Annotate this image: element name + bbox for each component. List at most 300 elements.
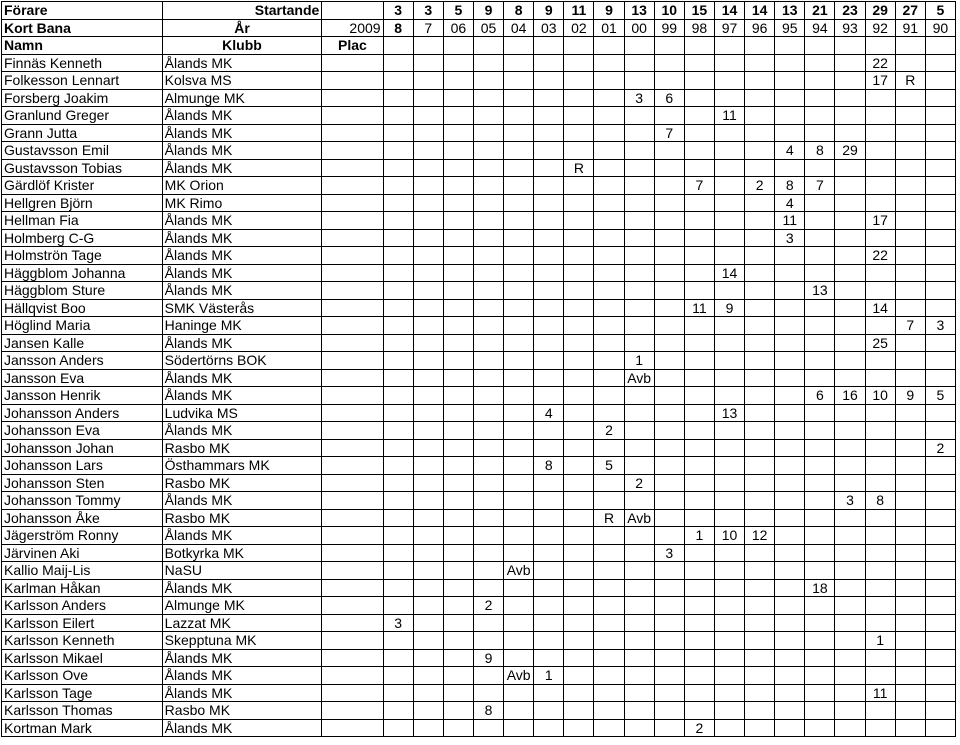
- table-row: [2, 352, 956, 370]
- driver-name: Johansson Johan: [2, 439, 163, 457]
- placement-cell: [654, 492, 684, 510]
- header-empty-cell: [714, 37, 744, 55]
- driver-club: Rasbo MK: [162, 474, 322, 492]
- placement-cell: 11: [714, 107, 744, 125]
- placement-cell: [895, 702, 925, 720]
- header-starters-count: 13: [624, 2, 654, 20]
- placement-cell: [413, 614, 443, 632]
- plac-cell: [322, 124, 383, 142]
- placement-cell: [714, 684, 744, 702]
- placement-cell: [654, 562, 684, 580]
- driver-name: Järvinen Aki: [2, 544, 163, 562]
- placement-cell: [775, 492, 805, 510]
- placement-cell: [504, 317, 534, 335]
- placement-cell: [895, 509, 925, 527]
- placement-cell: [624, 282, 654, 300]
- placement-cell: [775, 527, 805, 545]
- placement-cell: [504, 614, 534, 632]
- placement-cell: [745, 299, 775, 317]
- placement-cell: [594, 247, 624, 265]
- plac-cell: [322, 229, 383, 247]
- table-row: [2, 299, 956, 317]
- placement-cell: [895, 159, 925, 177]
- placement-cell: [745, 474, 775, 492]
- placement-cell: [594, 614, 624, 632]
- placement-cell: [624, 299, 654, 317]
- placement-cell: [413, 282, 443, 300]
- placement-cell: [925, 159, 955, 177]
- placement-cell: [564, 649, 594, 667]
- placement-cell: [775, 597, 805, 615]
- placement-cell: [745, 317, 775, 335]
- placement-cell: [654, 649, 684, 667]
- placement-cell: [714, 667, 744, 685]
- driver-name: Jansson Henrik: [2, 387, 163, 405]
- placement-cell: 13: [805, 282, 835, 300]
- header-empty-cell: [865, 37, 895, 55]
- placement-cell: [775, 317, 805, 335]
- placement-cell: [835, 632, 865, 650]
- placement-cell: [745, 212, 775, 230]
- placement-cell: 22: [865, 54, 895, 72]
- placement-cell: [684, 562, 714, 580]
- placement-cell: [383, 404, 413, 422]
- placement-cell: [473, 194, 503, 212]
- placement-cell: [684, 282, 714, 300]
- placement-cell: 3: [775, 229, 805, 247]
- placement-cell: 14: [865, 299, 895, 317]
- header-label-startande: Startande: [162, 2, 322, 20]
- placement-cell: [895, 492, 925, 510]
- placement-cell: [413, 107, 443, 125]
- placement-cell: [383, 492, 413, 510]
- placement-cell: [654, 72, 684, 90]
- placement-cell: [925, 544, 955, 562]
- placement-cell: [714, 212, 744, 230]
- driver-club: Ålands MK: [162, 649, 322, 667]
- placement-cell: [473, 352, 503, 370]
- placement-cell: [504, 334, 534, 352]
- placement-cell: [534, 212, 564, 230]
- placement-cell: [835, 422, 865, 440]
- placement-cell: [714, 632, 744, 650]
- plac-cell: [322, 439, 383, 457]
- placement-cell: [383, 369, 413, 387]
- header-starters-count: 9: [594, 2, 624, 20]
- placement-cell: [654, 474, 684, 492]
- placement-cell: [443, 579, 473, 597]
- placement-cell: [473, 159, 503, 177]
- placement-cell: [745, 667, 775, 685]
- placement-cell: [504, 597, 534, 615]
- placement-cell: [624, 579, 654, 597]
- placement-cell: [775, 72, 805, 90]
- placement-cell: 4: [775, 142, 805, 160]
- placement-cell: [714, 492, 744, 510]
- placement-cell: [775, 474, 805, 492]
- driver-club: Ålands MK: [162, 387, 322, 405]
- table-row: [2, 159, 956, 177]
- placement-cell: [564, 352, 594, 370]
- driver-club: Ålands MK: [162, 282, 322, 300]
- placement-cell: [534, 177, 564, 195]
- placement-cell: [534, 89, 564, 107]
- placement-cell: [413, 142, 443, 160]
- placement-cell: 9: [473, 649, 503, 667]
- table-body: [2, 54, 956, 737]
- placement-cell: [805, 457, 835, 475]
- placement-cell: [594, 404, 624, 422]
- placement-cell: [564, 614, 594, 632]
- placement-cell: [865, 719, 895, 737]
- header-empty-cell: [925, 37, 955, 55]
- placement-cell: [805, 212, 835, 230]
- placement-cell: [534, 439, 564, 457]
- placement-cell: [805, 264, 835, 282]
- placement-cell: [835, 352, 865, 370]
- placement-cell: [564, 474, 594, 492]
- placement-cell: [383, 124, 413, 142]
- placement-cell: [684, 439, 714, 457]
- placement-cell: [745, 422, 775, 440]
- placement-cell: [714, 124, 744, 142]
- placement-cell: [624, 212, 654, 230]
- driver-name: Johansson Tommy: [2, 492, 163, 510]
- placement-cell: [745, 702, 775, 720]
- placement-cell: [534, 684, 564, 702]
- placement-cell: [413, 247, 443, 265]
- placement-cell: [895, 247, 925, 265]
- placement-cell: [835, 212, 865, 230]
- placement-cell: [865, 702, 895, 720]
- placement-cell: [745, 369, 775, 387]
- placement-cell: [383, 177, 413, 195]
- table-row: [2, 229, 956, 247]
- driver-club: Kolsva MS: [162, 72, 322, 90]
- driver-club: Lazzat MK: [162, 614, 322, 632]
- placement-cell: [624, 614, 654, 632]
- table-row: [2, 579, 956, 597]
- driver-name: Johansson Lars: [2, 457, 163, 475]
- placement-cell: [473, 317, 503, 335]
- placement-cell: [413, 387, 443, 405]
- placement-cell: [895, 667, 925, 685]
- placement-cell: [925, 457, 955, 475]
- placement-cell: [473, 579, 503, 597]
- placement-cell: [383, 422, 413, 440]
- placement-cell: [835, 177, 865, 195]
- placement-cell: [745, 159, 775, 177]
- placement-cell: [895, 177, 925, 195]
- placement-cell: [534, 282, 564, 300]
- placement-cell: [835, 89, 865, 107]
- placement-cell: [775, 369, 805, 387]
- placement-cell: [383, 72, 413, 90]
- placement-cell: [473, 72, 503, 90]
- placement-cell: [835, 562, 865, 580]
- placement-cell: [745, 632, 775, 650]
- placement-cell: [865, 527, 895, 545]
- placement-cell: [835, 334, 865, 352]
- placement-cell: [745, 282, 775, 300]
- placement-cell: [865, 352, 895, 370]
- header-year-value: 2009: [322, 19, 383, 37]
- placement-cell: [534, 264, 564, 282]
- placement-cell: [594, 124, 624, 142]
- placement-cell: [473, 404, 503, 422]
- placement-cell: [504, 142, 534, 160]
- header-year-column: 02: [564, 19, 594, 37]
- table-row: [2, 544, 956, 562]
- header-empty-cell: [895, 37, 925, 55]
- placement-cell: [473, 527, 503, 545]
- placement-cell: [594, 89, 624, 107]
- table-row: [2, 282, 956, 300]
- placement-cell: [443, 369, 473, 387]
- placement-cell: [684, 579, 714, 597]
- placement-cell: [443, 614, 473, 632]
- driver-name: Grann Jutta: [2, 124, 163, 142]
- placement-cell: [504, 247, 534, 265]
- placement-cell: [775, 439, 805, 457]
- placement-cell: [835, 54, 865, 72]
- placement-cell: [624, 632, 654, 650]
- placement-cell: [624, 492, 654, 510]
- placement-cell: [714, 177, 744, 195]
- placement-cell: [443, 194, 473, 212]
- placement-cell: [413, 562, 443, 580]
- placement-cell: [925, 369, 955, 387]
- header-row-starters: [2, 2, 956, 20]
- placement-cell: [383, 597, 413, 615]
- placement-cell: [805, 404, 835, 422]
- placement-cell: [383, 509, 413, 527]
- placement-cell: [473, 334, 503, 352]
- placement-cell: [413, 89, 443, 107]
- placement-cell: [504, 509, 534, 527]
- placement-cell: [835, 457, 865, 475]
- placement-cell: [925, 509, 955, 527]
- placement-cell: 14: [714, 264, 744, 282]
- driver-name: Finnäs Kenneth: [2, 54, 163, 72]
- placement-cell: [745, 579, 775, 597]
- placement-cell: [925, 124, 955, 142]
- placement-cell: [624, 194, 654, 212]
- placement-cell: 10: [714, 527, 744, 545]
- table-row: [2, 509, 956, 527]
- placement-cell: [895, 404, 925, 422]
- driver-club: Almunge MK: [162, 89, 322, 107]
- placement-cell: [504, 72, 534, 90]
- placement-cell: [684, 159, 714, 177]
- placement-cell: [684, 72, 714, 90]
- placement-cell: [714, 579, 744, 597]
- placement-cell: [443, 317, 473, 335]
- placement-cell: [443, 352, 473, 370]
- placement-cell: [413, 684, 443, 702]
- placement-cell: 8: [775, 177, 805, 195]
- header-year-column: 92: [865, 19, 895, 37]
- placement-cell: [805, 299, 835, 317]
- placement-cell: [473, 632, 503, 650]
- placement-cell: [714, 89, 744, 107]
- placement-cell: [443, 247, 473, 265]
- driver-name: Johansson Eva: [2, 422, 163, 440]
- placement-cell: 7: [654, 124, 684, 142]
- table-row: [2, 614, 956, 632]
- placement-cell: [383, 649, 413, 667]
- placement-cell: [865, 177, 895, 195]
- header-empty-cell: [805, 37, 835, 55]
- placement-cell: [413, 509, 443, 527]
- driver-name: Jansson Eva: [2, 369, 163, 387]
- placement-cell: [835, 614, 865, 632]
- placement-cell: [925, 194, 955, 212]
- placement-cell: [624, 54, 654, 72]
- placement-cell: [624, 124, 654, 142]
- placement-cell: [684, 667, 714, 685]
- placement-cell: [564, 124, 594, 142]
- placement-cell: [383, 387, 413, 405]
- placement-cell: [624, 404, 654, 422]
- table-row: [2, 667, 956, 685]
- placement-cell: [745, 509, 775, 527]
- placement-cell: [534, 107, 564, 125]
- placement-cell: [594, 579, 624, 597]
- plac-cell: [322, 299, 383, 317]
- placement-cell: [564, 89, 594, 107]
- table-row: [2, 719, 956, 737]
- placement-cell: [564, 439, 594, 457]
- placement-cell: [534, 334, 564, 352]
- placement-cell: [895, 142, 925, 160]
- placement-cell: [895, 194, 925, 212]
- placement-cell: 29: [835, 142, 865, 160]
- table-row: [2, 404, 956, 422]
- placement-cell: [745, 439, 775, 457]
- placement-cell: [654, 439, 684, 457]
- placement-cell: [383, 352, 413, 370]
- placement-cell: 7: [805, 177, 835, 195]
- placement-cell: [594, 194, 624, 212]
- placement-cell: [684, 317, 714, 335]
- driver-club: Ålands MK: [162, 684, 322, 702]
- placement-cell: [624, 159, 654, 177]
- header-empty-cell: [684, 37, 714, 55]
- plac-cell: [322, 597, 383, 615]
- placement-cell: [564, 194, 594, 212]
- driver-name: Gustavsson Emil: [2, 142, 163, 160]
- placement-cell: [443, 649, 473, 667]
- placement-cell: [504, 212, 534, 230]
- placement-cell: [654, 404, 684, 422]
- placement-cell: [925, 614, 955, 632]
- header-starters-count: 14: [714, 2, 744, 20]
- table-row: [2, 369, 956, 387]
- driver-club: Ålands MK: [162, 212, 322, 230]
- placement-cell: 22: [865, 247, 895, 265]
- placement-cell: [684, 107, 714, 125]
- placement-cell: [504, 194, 534, 212]
- placement-cell: [383, 562, 413, 580]
- table-row: [2, 562, 956, 580]
- placement-cell: [775, 684, 805, 702]
- placement-cell: [865, 439, 895, 457]
- header-starters-count: 5: [925, 2, 955, 20]
- placement-cell: [714, 614, 744, 632]
- driver-name: Folkesson Lennart: [2, 72, 163, 90]
- placement-cell: [775, 89, 805, 107]
- driver-name: Hällqvist Boo: [2, 299, 163, 317]
- placement-cell: [865, 579, 895, 597]
- placement-cell: [624, 247, 654, 265]
- placement-cell: [654, 509, 684, 527]
- placement-cell: [594, 562, 624, 580]
- placement-cell: 13: [714, 404, 744, 422]
- placement-cell: [413, 719, 443, 737]
- placement-cell: [925, 212, 955, 230]
- placement-cell: [413, 404, 443, 422]
- placement-cell: [745, 562, 775, 580]
- placement-cell: [775, 544, 805, 562]
- placement-cell: [504, 107, 534, 125]
- plac-cell: [322, 614, 383, 632]
- header-label-kort-bana: Kort Bana: [2, 19, 163, 37]
- placement-cell: [504, 369, 534, 387]
- placement-cell: [534, 142, 564, 160]
- placement-cell: [534, 229, 564, 247]
- placement-cell: [564, 54, 594, 72]
- placement-cell: [473, 492, 503, 510]
- placement-cell: [443, 159, 473, 177]
- driver-club: Ålands MK: [162, 422, 322, 440]
- header-starters-count: 11: [564, 2, 594, 20]
- placement-cell: [504, 579, 534, 597]
- placement-cell: [714, 282, 744, 300]
- placement-cell: [383, 457, 413, 475]
- placement-cell: [624, 544, 654, 562]
- placement-cell: [504, 422, 534, 440]
- header-empty-cell: [594, 37, 624, 55]
- placement-cell: [835, 264, 865, 282]
- placement-cell: [895, 719, 925, 737]
- driver-club: MK Orion: [162, 177, 322, 195]
- placement-cell: [564, 667, 594, 685]
- placement-cell: [684, 649, 714, 667]
- placement-cell: [534, 719, 564, 737]
- placement-cell: [714, 229, 744, 247]
- placement-cell: [684, 212, 714, 230]
- placement-cell: [594, 544, 624, 562]
- placement-cell: [684, 334, 714, 352]
- header-empty-cell: [835, 37, 865, 55]
- placement-cell: [383, 527, 413, 545]
- plac-cell: [322, 159, 383, 177]
- placement-cell: [654, 614, 684, 632]
- placement-cell: [443, 264, 473, 282]
- header-label-plac: Plac: [322, 37, 383, 55]
- driver-club: Rasbo MK: [162, 439, 322, 457]
- header-year-column: 94: [805, 19, 835, 37]
- placement-cell: [925, 264, 955, 282]
- placement-cell: [504, 89, 534, 107]
- placement-cell: [413, 124, 443, 142]
- placement-cell: [684, 509, 714, 527]
- placement-cell: [383, 89, 413, 107]
- placement-cell: [925, 299, 955, 317]
- placement-cell: [684, 544, 714, 562]
- placement-cell: [443, 527, 473, 545]
